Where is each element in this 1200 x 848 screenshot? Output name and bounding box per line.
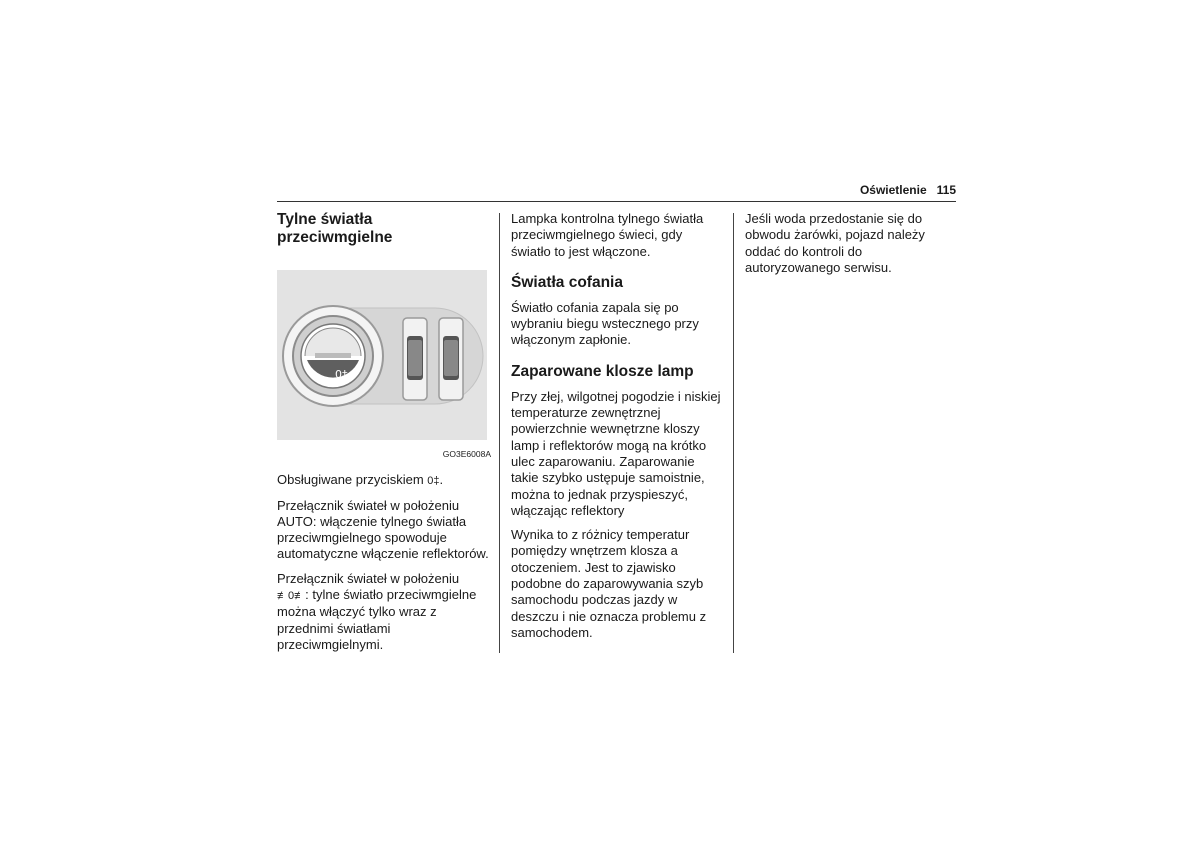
rear-fog-light-icon: 0‡ bbox=[427, 475, 440, 488]
section-title: Oświetlenie bbox=[859, 183, 927, 197]
paragraph: Przełącznik świateł w położeniu AUTO: włączenie tylnego światła przeciwmgielnego spowoduje automatyczne włączenie reflektorów. bbox=[277, 497, 489, 562]
page-header bbox=[277, 183, 956, 202]
paragraph: Lampka kontrolna tylnego światła przeciwmgielnego świeci, gdy światło to jest włączone. bbox=[511, 211, 704, 259]
section-heading-reversing-lights: Światła cofania bbox=[511, 273, 623, 291]
column-3 bbox=[745, 211, 957, 284]
header-text bbox=[860, 183, 956, 197]
section-heading-rear-fog: Tylne światła przeciwmgielne bbox=[277, 211, 393, 246]
front-fog-light-icon: ≢0≢ bbox=[277, 590, 306, 603]
column-divider bbox=[499, 213, 500, 653]
paragraph: Przy złej, wilgotnej pogodzie i niskiej temperaturze zewnętrznej powierzchnie wewnętrzne kloszy lamp i reflektorów mogą na krótko ulec zaparowaniu. Zaparowanie takie szybko ustępuje samoistnie, można to jednak przyspieszyć, włączając reflektory bbox=[511, 388, 721, 518]
paragraph: Światło cofania zapala się po wybraniu biegu wstecznego przy włączonym zapłonie. bbox=[511, 299, 699, 348]
column-divider bbox=[733, 213, 734, 653]
figure-caption: GO3E6008A bbox=[442, 449, 491, 459]
paragraph: Jeśli woda przedostanie się do obwodu żarówki, pojazd należy oddać do kontroli do autoryzowanego serwisu. bbox=[745, 211, 925, 275]
column-1 bbox=[277, 211, 491, 661]
svg-text:0‡: 0‡ bbox=[335, 368, 348, 381]
paragraph: Przełącznik świateł w położeniu ≢0≢: tylne światło przeciwmgielne można włączyć tylko wraz z przednimi światłami przeciwmgielnymi. bbox=[277, 570, 477, 652]
paragraph: Wynika to z różnicy temperatur pomiędzy wnętrzem klosza a otoczeniem. Jest to zjawisko podobne do zaparowywania szyb samochodu podczas jazdy w deszczu i nie oznacza problemu z samochodem. bbox=[511, 527, 707, 640]
paragraph: Obsługiwane przyciskiem 0‡. bbox=[277, 472, 444, 488]
page-number: 115 bbox=[936, 183, 956, 197]
light-switch-figure bbox=[277, 270, 487, 440]
light-switch-panel-photo bbox=[277, 270, 487, 440]
section-heading-fogged-lenses: Zaparowane klosze lamp bbox=[511, 362, 694, 380]
column-2 bbox=[511, 211, 723, 649]
